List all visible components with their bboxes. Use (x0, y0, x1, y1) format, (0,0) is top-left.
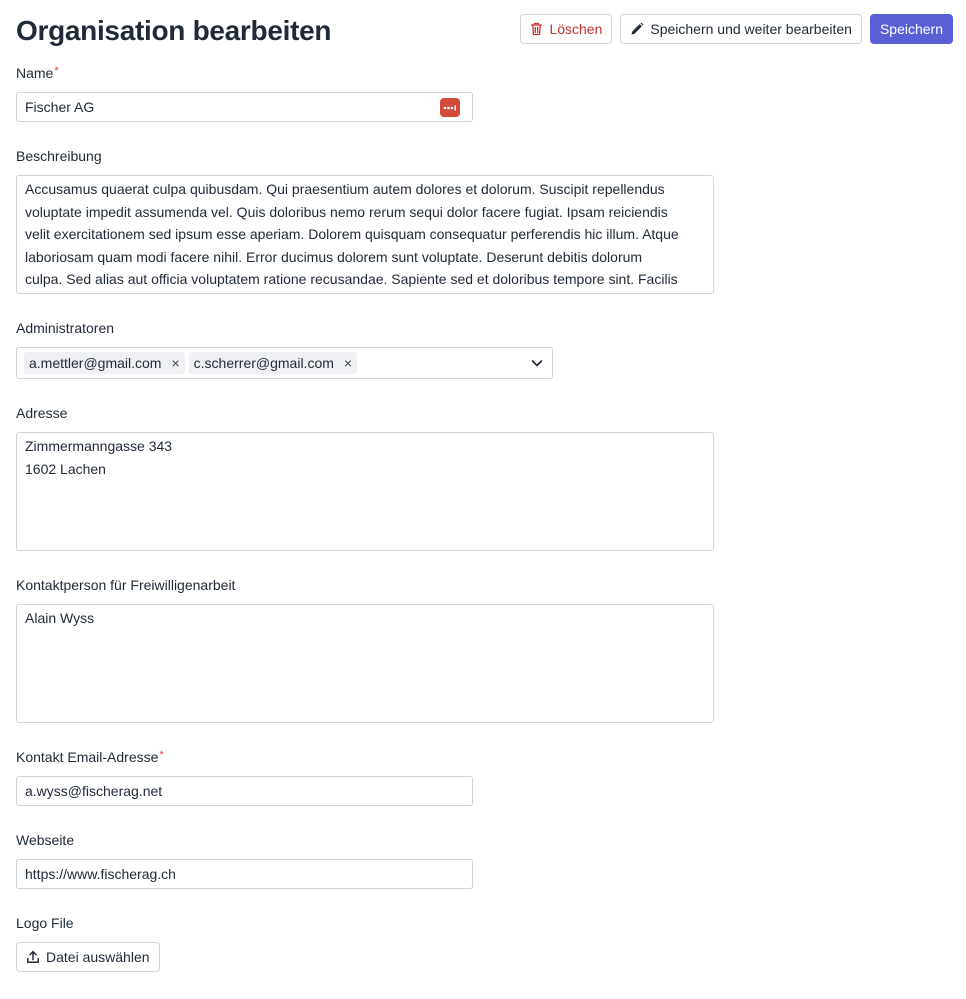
save-and-continue-label: Speichern und weiter bearbeiten (650, 21, 852, 37)
admin-chip-label: a.mettler@gmail.com (29, 355, 162, 371)
contact-email-value: a.wyss@fischerag.net (25, 783, 163, 799)
text-line: Zimmermanngasse 343 (25, 438, 173, 454)
remove-chip-icon[interactable]: × (343, 355, 353, 371)
admin-chip (24, 352, 185, 374)
text-line: culpa. Sed alias aut officia voluptatem ratione recusandae. Sapiente sed et doloribus tempore sint. Facilis (25, 271, 678, 287)
contact-email-input[interactable] (16, 776, 473, 806)
text-line: voluptate impedit assumenda vel. Quis doloribus nemo rerum sequi dolor facere fugiat. Ipsam reiciendis (25, 203, 668, 220)
contact-email-label-text: Kontakt Email-Adresse (16, 749, 159, 765)
save-and-continue-button[interactable] (620, 14, 862, 44)
form-actions (520, 14, 953, 44)
administrators-label: Administratoren (16, 320, 115, 336)
admin-chip-label: c.scherrer@gmail.com (193, 355, 334, 371)
name-input-value: Fischer AG (25, 99, 95, 115)
name-input[interactable] (16, 92, 473, 122)
text-line: velit exercitationem sed ipsum esse aperiam. Dolorem quisquam consequatur perferendis hic illum. Atque (25, 226, 679, 242)
logo-label: Logo File (16, 915, 74, 931)
required-marker: * (159, 749, 164, 761)
name-label-text: Name (16, 65, 54, 81)
choose-file-button[interactable] (16, 942, 160, 972)
remove-chip-icon[interactable]: × (171, 355, 180, 371)
volunteer-contact-textarea[interactable] (16, 604, 714, 723)
contact-email-label (16, 749, 164, 765)
website-value: https://www.fischerag.ch (25, 866, 176, 882)
administrators-select[interactable] (16, 347, 553, 379)
upload-icon (26, 950, 40, 964)
address-label: Adresse (16, 405, 68, 421)
website-label: Webseite (16, 832, 75, 848)
admin-chip (189, 352, 357, 374)
description-label: Beschreibung (16, 148, 102, 164)
password-manager-icon[interactable] (440, 98, 460, 117)
trash-icon (530, 22, 543, 36)
text-line: Alain Wyss (25, 610, 95, 626)
volunteer-contact-label: Kontaktperson für Freiwilligenarbeit (16, 577, 236, 593)
save-button[interactable]: Speichern (870, 14, 953, 44)
name-label (16, 65, 59, 81)
required-marker: * (54, 65, 59, 77)
chevron-down-icon[interactable] (530, 356, 544, 375)
choose-file-label: Datei auswählen (46, 949, 150, 965)
delete-button-label: Löschen (549, 21, 603, 37)
text-line: laboriosam quam modi facere nihil. Error ducimus dolorem sunt voluptate. Deserunt debitis dolorum (25, 248, 643, 265)
description-textarea[interactable] (16, 175, 714, 294)
website-input[interactable] (16, 859, 473, 889)
page-title: Organisation bearbeiten (16, 15, 332, 46)
pencil-icon (630, 22, 644, 36)
delete-button[interactable] (520, 14, 612, 44)
text-line: 1602 Lachen (25, 460, 106, 477)
text-line: Accusamus quaerat culpa quibusdam. Qui praesentium autem dolores et dolorum. Suscipit repellendus (25, 181, 665, 197)
address-textarea[interactable] (16, 432, 714, 551)
